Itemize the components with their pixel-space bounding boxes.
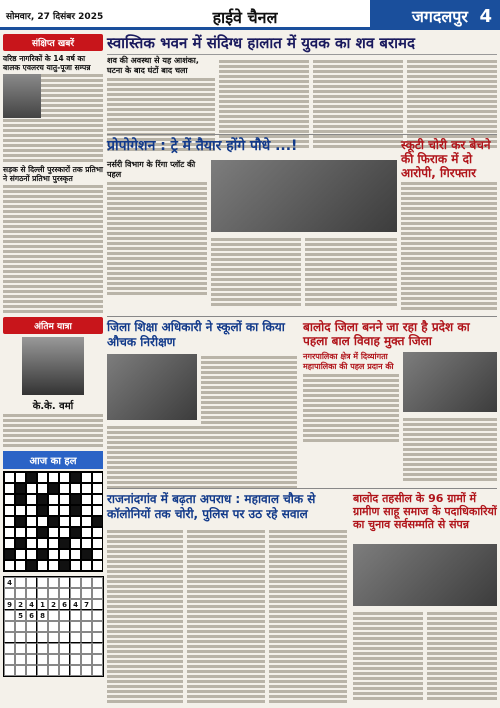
sudoku-cell [70, 610, 81, 621]
crossword-cell [37, 527, 48, 538]
crossword-cell [81, 538, 92, 549]
sudoku-cell [4, 643, 15, 654]
crossword-cell [48, 483, 59, 494]
balod-box [303, 352, 399, 444]
inspection-story [107, 320, 297, 350]
sudoku-cell [26, 577, 37, 588]
sudoku-cell [59, 643, 70, 654]
sudoku-cell [15, 654, 26, 665]
sudoku-cell: 5 [15, 610, 26, 621]
crossword-cell [92, 549, 103, 560]
sudoku-cell [70, 621, 81, 632]
crossword-cell [15, 549, 26, 560]
sudoku-cell [92, 621, 103, 632]
crossword-cell [81, 560, 92, 571]
theft-story [401, 138, 497, 312]
sudoku-cell [37, 577, 48, 588]
propagation-photo [211, 160, 397, 232]
crossword-cell [81, 549, 92, 560]
sudoku-cell [15, 665, 26, 676]
sudoku-cell [37, 588, 48, 599]
sudoku-cell [48, 632, 59, 643]
sudoku-cell [37, 643, 48, 654]
crossword-cell [4, 516, 15, 527]
crossword-cell [48, 472, 59, 483]
crossword-cell [59, 472, 70, 483]
crossword-cell [92, 505, 103, 516]
sudoku-cell [70, 588, 81, 599]
sudoku-cell [70, 632, 81, 643]
crossword-cell [37, 505, 48, 516]
sudoku-cell [48, 654, 59, 665]
sudoku-cell: 8 [37, 610, 48, 621]
theft-headline: स्कूटी चोरी कर बेचने की फिराक में दो आरोपी, गिरफ्तार [401, 138, 491, 180]
crossword-cell [37, 560, 48, 571]
brief-photo [3, 74, 41, 118]
crossword-cell [92, 483, 103, 494]
crossword-cell [48, 560, 59, 571]
sudoku-cell [15, 588, 26, 599]
crossword-cell [81, 494, 92, 505]
sudoku-cell [15, 577, 26, 588]
crossword-cell [26, 527, 37, 538]
sudoku-cell [48, 665, 59, 676]
crossword-cell [59, 527, 70, 538]
sudoku-cell: 4 [4, 577, 15, 588]
sudoku-cell [4, 665, 15, 676]
sudoku-cell [59, 610, 70, 621]
propagation-story [107, 138, 397, 155]
masthead [0, 0, 500, 30]
sudoku-cell [81, 621, 92, 632]
sudoku-cell [59, 588, 70, 599]
propagation-sub [107, 160, 207, 297]
crossword-cell [15, 472, 26, 483]
lead-story [107, 34, 497, 55]
inspection-headline: जिला शिक्षा अधिकारी ने स्कूलों का किया औचक निरीक्षण [107, 320, 285, 349]
crossword-title: आज का हल [3, 451, 103, 469]
sudoku-cell [81, 643, 92, 654]
crossword-cell [81, 483, 92, 494]
crossword-cell [48, 538, 59, 549]
crossword-cell [4, 549, 15, 560]
obituary-photo [22, 337, 84, 395]
crossword-cell [48, 527, 59, 538]
crossword-cell [37, 538, 48, 549]
balod-body [303, 374, 399, 442]
sudoku-cell: 7 [81, 599, 92, 610]
sudoku-cell [26, 632, 37, 643]
crossword-cell [70, 483, 81, 494]
sudoku-grid [3, 576, 104, 677]
crossword-cell [37, 516, 48, 527]
crossword-cell [4, 538, 15, 549]
sudoku-cell [37, 632, 48, 643]
crossword-cell [4, 505, 15, 516]
sudoku-cell: 1 [37, 599, 48, 610]
crossword-cell [92, 494, 103, 505]
sudoku-cell [81, 632, 92, 643]
crossword-cell [4, 483, 15, 494]
sudoku-cell [15, 643, 26, 654]
propagation-body [107, 182, 207, 295]
theft-body [401, 182, 497, 310]
sudoku-cell: 2 [48, 599, 59, 610]
sudoku-cell [92, 654, 103, 665]
crossword-cell [59, 560, 70, 571]
sudoku-cell [59, 621, 70, 632]
crossword-cell [26, 472, 37, 483]
sudoku-cell [48, 588, 59, 599]
lead-body [313, 60, 403, 150]
crossword-cell [81, 472, 92, 483]
crossword-cell [70, 494, 81, 505]
crossword-cell [59, 505, 70, 516]
crossword-cell [37, 549, 48, 560]
section-divider [107, 316, 497, 317]
sudoku-cell [26, 588, 37, 599]
crossword-cell [48, 549, 59, 560]
sudoku-cell [4, 621, 15, 632]
brief-headline: वरिष्ठ नागरिकों के 14 वर्ष का बालक एवलरच यातु-पूजा सम्पन्न [3, 54, 91, 72]
samaj-body [353, 612, 423, 702]
lead-body [407, 60, 497, 150]
crossword-cell [4, 472, 15, 483]
balod-headline: बालोद जिला बनने जा रहा है प्रदेश का पहला बाल विवाह मुक्त जिला [303, 320, 470, 348]
propagation-body [211, 238, 301, 308]
sudoku-cell [26, 654, 37, 665]
crossword-cell [26, 494, 37, 505]
crossword-cell [70, 505, 81, 516]
crossword-cell [70, 538, 81, 549]
propagation-headline: प्रोपोगेशन : ट्रे में तैयार होंगे पौधे ...! [107, 138, 298, 154]
obituary-name: के.के. वर्मा [32, 401, 74, 412]
balod-story [303, 320, 497, 348]
sudoku-cell [4, 588, 15, 599]
crossword-cell [15, 527, 26, 538]
crossword-cell [4, 494, 15, 505]
sudoku-cell [26, 665, 37, 676]
inspection-photo [107, 354, 197, 420]
sudoku-cell: 4 [70, 599, 81, 610]
sudoku-cell [48, 610, 59, 621]
section-divider [107, 134, 497, 135]
balod-body [403, 418, 497, 483]
crossword-cell [15, 538, 26, 549]
issue-date: सोमवार, 27 दिसंबर 2025 [0, 0, 120, 30]
city-name: जगदलपुर [412, 7, 468, 26]
crossword-cell [4, 560, 15, 571]
crossword-cell [15, 560, 26, 571]
crossword-cell [15, 494, 26, 505]
samaj-story [353, 492, 497, 531]
sudoku-cell [37, 654, 48, 665]
sudoku-cell [4, 654, 15, 665]
crossword-cell [48, 505, 59, 516]
lead-body [219, 60, 309, 150]
crossword-cell [48, 516, 59, 527]
crossword-cell [59, 549, 70, 560]
balod-photo [403, 352, 497, 412]
sudoku-cell [59, 577, 70, 588]
crossword-cell [37, 472, 48, 483]
crime-body [107, 530, 183, 705]
sudoku-cell [81, 610, 92, 621]
crossword-cell [92, 516, 103, 527]
crossword-cell [37, 494, 48, 505]
sudoku-cell: 9 [4, 599, 15, 610]
briefs-section-head: संक्षिप्त खबरें [3, 34, 103, 51]
sudoku-cell [48, 643, 59, 654]
crossword-cell [59, 538, 70, 549]
section-divider [107, 488, 497, 489]
lead-subheadline: शव की अवस्था से यह आशंका, घटना के बाद घंटों बाद चला [107, 56, 199, 75]
inspection-body [107, 426, 297, 491]
sudoku-cell [48, 621, 59, 632]
propagation-subheadline: नर्सरी विभाग के रिंगा प्लॉट की पहल [107, 160, 196, 179]
crossword-cell [59, 516, 70, 527]
obituary-section-head: अंतिम यात्रा [3, 317, 103, 334]
sudoku-cell [59, 632, 70, 643]
sudoku-cell [37, 621, 48, 632]
crossword-cell [81, 527, 92, 538]
inspection-body [201, 356, 297, 426]
sudoku-cell [92, 588, 103, 599]
crossword-cell [92, 472, 103, 483]
crossword-cell [4, 527, 15, 538]
crossword-cell [15, 483, 26, 494]
sudoku-cell: 2 [15, 599, 26, 610]
obituary-body [3, 414, 103, 447]
sudoku-cell [4, 632, 15, 643]
crime-body [269, 530, 347, 705]
sudoku-cell: 6 [26, 610, 37, 621]
crossword-cell [70, 560, 81, 571]
crime-body [187, 530, 265, 705]
sudoku-cell [92, 632, 103, 643]
crossword-cell [26, 516, 37, 527]
sudoku-cell [4, 610, 15, 621]
sudoku-cell [81, 577, 92, 588]
sudoku-cell [70, 654, 81, 665]
paper-title: हाईवे चैनल [120, 0, 370, 30]
sudoku-cell: 6 [59, 599, 70, 610]
sudoku-cell [92, 643, 103, 654]
samaj-headline: बालोद तहसील के 96 ग्रामों में ग्रामीण साहू समाज के पदाधिकारियों का चुनाव सर्वसम्मति से संपन्न [353, 492, 497, 531]
sudoku-cell [37, 665, 48, 676]
crossword-cell [15, 505, 26, 516]
samaj-photo [353, 544, 497, 606]
propagation-body [305, 238, 397, 308]
crossword-cell [81, 505, 92, 516]
sudoku-cell [70, 643, 81, 654]
sudoku-cell [81, 588, 92, 599]
sudoku-cell [59, 654, 70, 665]
brief-headline: सड़क से दिल्ली पुरस्कारों तक प्रतिभा ने संगठनों प्रतिभा पुरस्कृत [3, 165, 103, 183]
left-column [3, 34, 103, 706]
main-area [107, 34, 497, 706]
sudoku-cell [92, 610, 103, 621]
sudoku-cell [59, 665, 70, 676]
sudoku-cell [92, 577, 103, 588]
balod-box-head: नगरपालिका क्षेत्र में दिव्यांगता महापालिका की पहल प्रदान की [303, 352, 394, 371]
crime-headline: राजनांदगांव में बढ़ता अपराध : महावाल चौक से कॉलोनियों तक चोरी, पुलिस पर उठ रहे सवाल [107, 492, 316, 521]
crossword-cell [81, 516, 92, 527]
crossword-grid [3, 471, 103, 572]
sudoku-cell [26, 621, 37, 632]
sudoku-cell [48, 577, 59, 588]
crossword-cell [70, 472, 81, 483]
sudoku-cell [81, 665, 92, 676]
crossword-cell [92, 560, 103, 571]
crossword-cell [59, 483, 70, 494]
crossword-cell [15, 516, 26, 527]
crossword-cell [92, 538, 103, 549]
crossword-cell [26, 505, 37, 516]
crossword-cell [70, 516, 81, 527]
sudoku-cell [26, 643, 37, 654]
crossword-cell [26, 549, 37, 560]
crime-story [107, 492, 347, 522]
sudoku-cell [70, 665, 81, 676]
crossword-cell [26, 560, 37, 571]
lead-headline: स्वास्तिक भवन में संदिग्ध हालात में युवक का शव बरामद [107, 34, 497, 55]
crossword-cell [70, 549, 81, 560]
samaj-body [427, 612, 497, 702]
sudoku-cell [92, 599, 103, 610]
crossword-cell [26, 538, 37, 549]
sudoku-cell [15, 632, 26, 643]
page-number: 4 [479, 6, 492, 27]
crossword-cell [59, 494, 70, 505]
sudoku-cell [70, 577, 81, 588]
crossword-cell [48, 494, 59, 505]
sudoku-cell [92, 665, 103, 676]
crossword-cell [70, 527, 81, 538]
sudoku-cell: 4 [26, 599, 37, 610]
crossword-cell [92, 527, 103, 538]
sudoku-cell [15, 621, 26, 632]
crossword-cell [37, 483, 48, 494]
sudoku-cell [81, 654, 92, 665]
brief-body [3, 185, 103, 313]
city-banner [370, 0, 500, 30]
crossword-cell [26, 483, 37, 494]
